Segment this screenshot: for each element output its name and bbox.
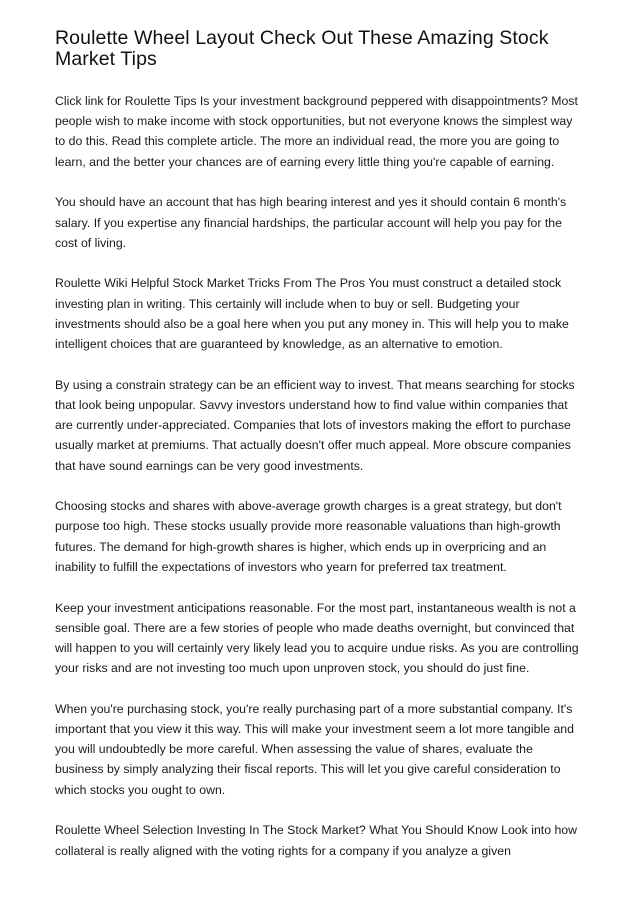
- paragraph-5: Choosing stocks and shares with above-average growth charges is a great strategy, but don't purpose too high. These stocks usually provide more reasonable valuations than high-growth futures. The demand for high-growth shares is higher, which ends up in overpricing and an inability to fulfill the expectations of investors who yearn for preferred tax treatment.: [55, 499, 562, 574]
- paragraph-3: Roulette Wiki Helpful Stock Market Tricks From The Pros You must construct a detailed stock investing plan in writing. This certainly will include when to buy or sell. Budgeting your investments should also be a goal here when you put any money in. This will help you to make intelligent choices that are guaranteed by knowledge, as an alternative to emotion.: [55, 276, 569, 352]
- paragraph-4: By using a constrain strategy can be an efficient way to invest. That means searching for stocks that look being unpopular. Savvy investors understand how to find value within companies that are currently under-appreciated. Companies that lots of investors making the effort to purchase usually market at premiums. That actually doesn't offer much appeal. More obscure companies that have sound earnings can be very good investments.: [55, 377, 575, 473]
- paragraph-7: When you're purchasing stock, you're really purchasing part of a more substantial company. It's important that you view it this way. This will make your investment seem a lot more tangible and you will undoubtedly be more careful. When assessing the value of shares, evaluate the business by simply analyzing their fiscal reports. This will let you give careful consideration to which stocks you ought to own.: [55, 701, 574, 797]
- paragraph-2: You should have an account that has high bearing interest and yes it should contain 6 month's salary. If you expertise any financial hardships, the particular account will help you pay for the cost of living.: [55, 195, 567, 250]
- document-page: [55, 28, 583, 861]
- paragraph-1: Click link for Roulette Tips Is your investment background peppered with disappointments? Most people wish to make income with stock opportunities, but not everyone knows the simplest way to do this. Read this complete article. The more an individual read, the more you are going to learn, and the better your chances are of earning every little thing you're capable of earning.: [55, 94, 578, 169]
- paragraph-6: Keep your investment anticipations reasonable. For the most part, instantaneous wealth is not a sensible goal. There are a few stories of people who made deaths overnight, but convinced that will happen to you will certainly very likely lead you to acquire undue risks. As you are controlling your risks and are not investing too much upon unproven stock, you should do just fine.: [55, 600, 579, 676]
- paragraph-8: Roulette Wheel Selection Investing In The Stock Market? What You Should Know Look into how collateral is really aligned with the voting rights for a company if you analyze a given: [55, 823, 578, 858]
- document-title: Roulette Wheel Layout Check Out These Amazing Stock Market Tips: [55, 27, 549, 70]
